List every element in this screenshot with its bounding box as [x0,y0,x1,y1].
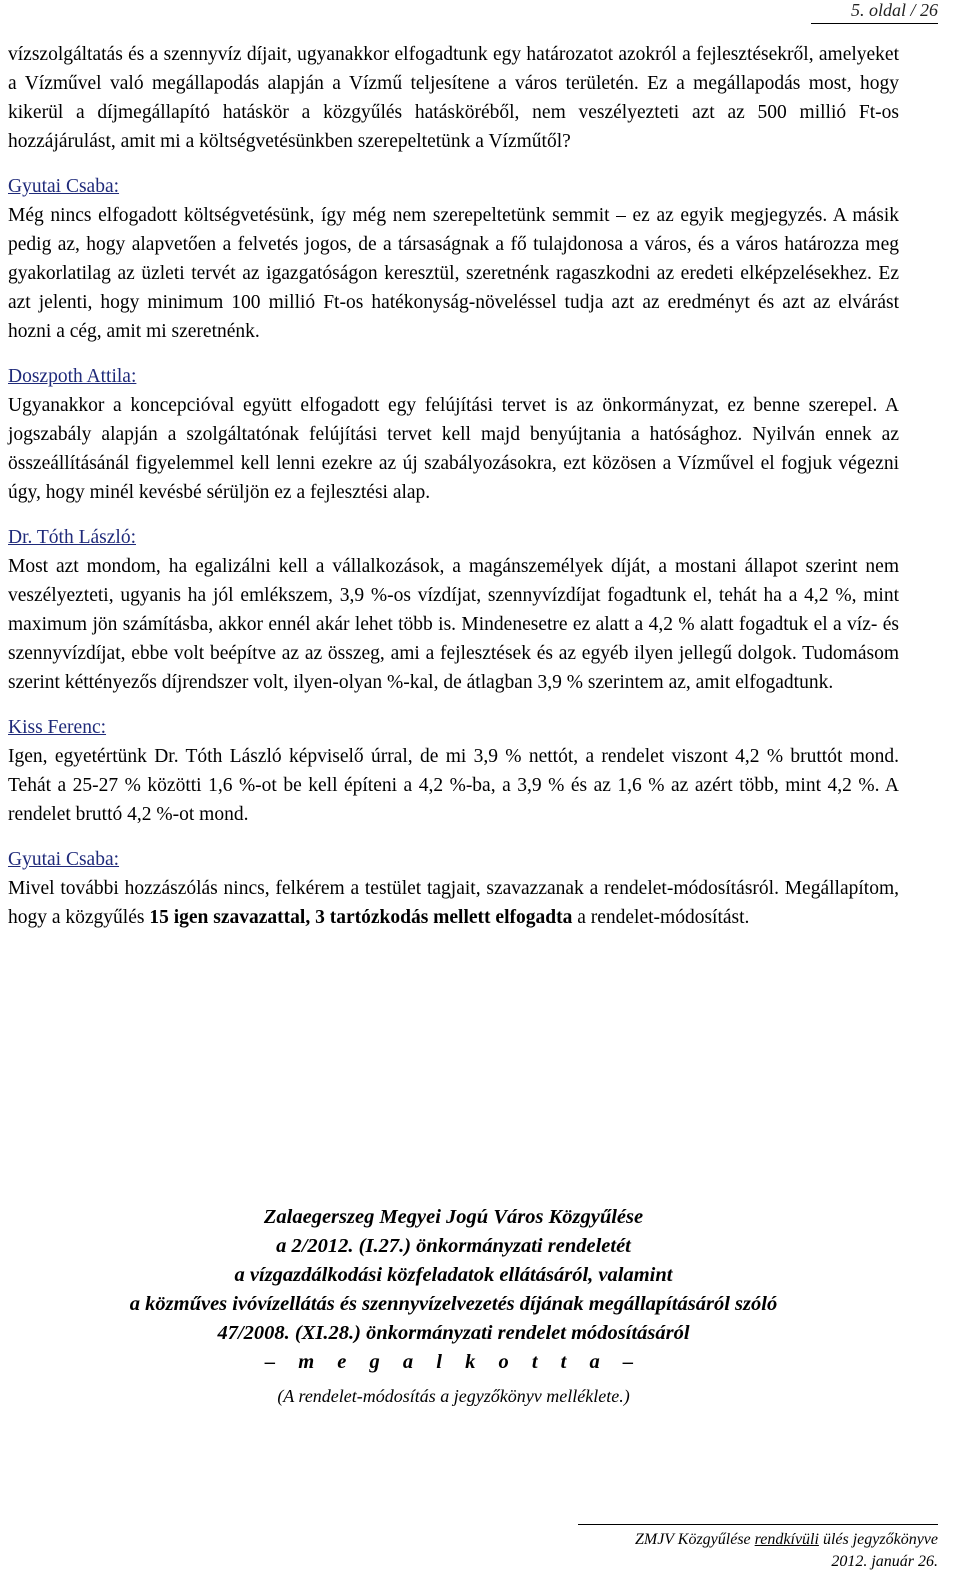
vote-text-before: Mivel további hozzászólás nincs, felkérem a testület tagjait, szavazzanak a rendelet-módosításról. Megállapítom, hogy a közgyűlés [8,878,899,928]
speaker-name: Gyutai Csaba: [8,849,120,870]
footer-rule [578,1524,938,1525]
resolution-title [8,1203,899,1377]
speech-text: Még nincs elfogadott költségvetésünk, így még nem szerepeltetünk semmit – ez az egyik megjegyzés. A másik pedig az, hogy alapvetően a felvetés jogos, de a társaságnak a fő tulajdonosa a város, és a város határozza meg gyakorlatilag az üzleti tervét az igazgatóságon keresztül, szeretnénk ragaszkodni az eredeti elképzelésekhez. Ez azt jelenti, hogy minimum 100 millió Ft-os hatékonyság-növeléssel tudja azt az eredményt és azt az elvárást hozni a cég, amit mi szeretnénk. [8,205,899,342]
speech-gyutai-2 [8,845,899,932]
speaker-name: Gyutai Csaba: [8,176,120,197]
footer-title [578,1529,938,1551]
speech-text: Igen, egyetértünk Dr. Tóth László képviselő úrral, de mi 3,9 % nettót, a rendelet viszont 4,2 % bruttót mond. Tehát a 25-27 % közötti 1,6 %-ot be kell építeni a 4,2 %-ba, a 3,9 % és az 1,6 % az azért több, mint 4,2 %. A rendelet bruttó 4,2 %-ot mond. [8,746,899,825]
resolution-line: a közműves ivóvízellátás és szennyvízelvezetés díjának megállapításáról szóló [129,1293,778,1315]
paragraph-text: vízszolgáltatás és a szennyvíz díjait, ugyanakkor elfogadtunk egy határozatot azokról a fejlesztésekről, amelyeket a Vízművel való megállapodás alapján a Vízmű teljesítene a város területén. Ez a megállapodás most, hogy kikerül a díjmegállapító hatáskör a közgyűlés hatásköréből, nem veszélyezteti azt az 500 millió Ft-os hozzájárulást, amit mi a költségvetésünkben szerepeltetünk a Vízműtől? [8,44,899,152]
appendix-note: (A rendelet-módosítás a jegyzőkönyv melléklete.) [277,1386,630,1406]
resolution-line: 47/2008. (XI.28.) önkormányzati rendelet módosításáról [217,1322,690,1344]
speech-text: Ugyanakkor a koncepcióval együtt elfogadott egy felújítási tervet is az önkormányzat, ez benne szerepel. A jogszabály alapján a szolgáltatónak felújítási tervet kell majd benyújtania a hatósághoz. Nyilván ennek az összeállításánál figyelemmel kell lenni ezekre az új szabályozásokra, ezt közösen a Vízművel el fogjuk végezni úgy, hogy minél kevésbé sérüljön ez a fejlesztési alap. [8,395,899,503]
footer-date: 2012. január 26. [831,1553,938,1570]
speaker-name: Kiss Ferenc: [8,717,107,738]
footer-title-prefix: ZMJV Közgyűlése [634,1531,755,1548]
footer-title-suffix: ülés jegyzőkönyve [818,1531,938,1548]
resolution-line: a 2/2012. (I.27.) önkormányzati rendeletét [276,1235,631,1257]
speech-gyutai-1 [8,172,899,346]
page-footer [578,1524,938,1573]
resolution-line: Zalaegerszeg Megyei Jogú Város Közgyűlése [263,1206,644,1228]
vote-result: 15 igen szavazattal, 3 tartózkodás mellett elfogadta [149,907,573,928]
paragraph-continuation [8,40,899,156]
speaker-name: Dr. Tóth László: [8,527,136,548]
resolution-enacted: – m e g a l k o t t a – [264,1351,643,1373]
speech-text: Most azt mondom, ha egalizálni kell a vállalkozások, a magánszemélyek díját, a mostani állapot szerint nem veszélyezteti, ugyanis ha jól emlékszem, 3,9 %-os vízdíjat, szennyvízdíjat fogadtunk el, tehát ha a 4,2 %, mint maximum jön számításba, akkor ennél akár lehet több is. Mindenesetre ez alatt a 4,2 % alatt fogadtuk el a víz- és szennyvízdíjat, ebbe volt beépítve az az összeg, ami a fejlesztések és az egyéb ilyen jellegű dolgok. Tudomásom szerint kéttényezős díjrendszer volt, ilyen-olyan %-kal, de átlagban 3,9 % szerintem az, amit elfogadtunk. [8,556,899,693]
speaker-name: Doszpoth Attila: [8,366,137,387]
footer-title-underlined: rendkívüli [754,1531,819,1548]
speech-doszpoth [8,362,899,507]
vote-text-after: a rendelet-módosítást. [572,907,750,928]
speech-kiss [8,713,899,829]
page-number: 5. oldal / 26 [811,0,938,24]
resolution-line: a vízgazdálkodási közfeladatok ellátásáról, valamint [234,1264,673,1286]
speech-text [8,874,899,932]
speech-toth [8,523,899,697]
document-body [8,40,899,948]
